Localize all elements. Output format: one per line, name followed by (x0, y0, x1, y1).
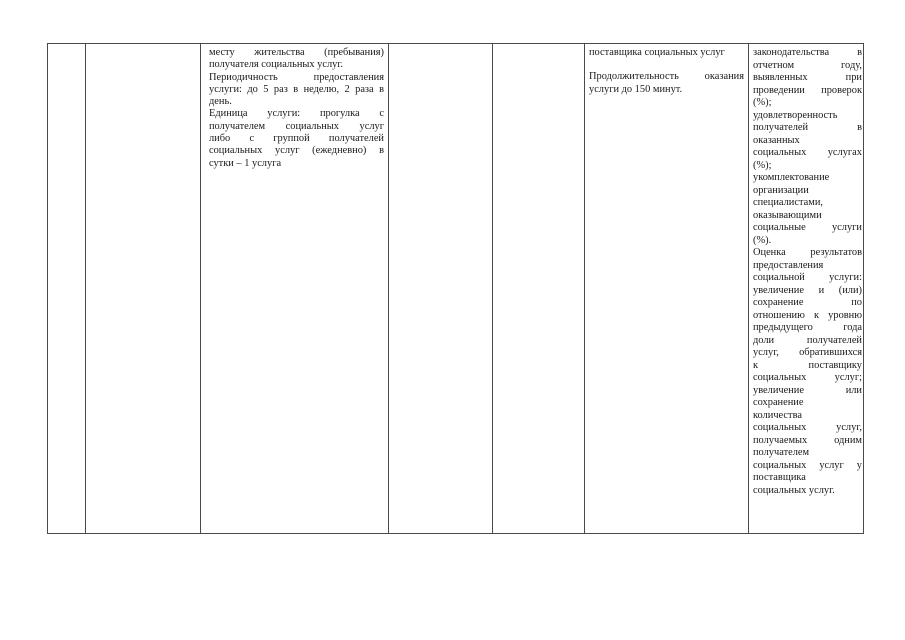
service-description-cell (209, 47, 384, 170)
text-line: социальных услуг (ежедневно) в (209, 145, 384, 157)
text-line: проведении проверок (753, 84, 862, 96)
column-divider (492, 44, 493, 533)
text-line: социальных услуг у (753, 459, 862, 471)
text-line: предоставления (753, 259, 824, 271)
text-line: услуги до 150 минут. (589, 83, 683, 95)
text-line: социальных услуг. (753, 484, 835, 496)
text-line: оказывающими (753, 209, 822, 221)
text-line: месту жительства (пребывания) (209, 47, 384, 58)
text-line: получателей в (753, 122, 862, 133)
text-line: либо с группой получателей (209, 133, 384, 145)
text-line: доли получателей (753, 334, 862, 346)
text-line: увеличение и (или) (753, 284, 862, 296)
text-line: Продолжительность оказания (589, 71, 744, 83)
text-line: (%). (753, 234, 772, 246)
column-divider (748, 44, 749, 533)
text-line: предыдущего года (753, 322, 862, 333)
text-line: Оценка результатов (753, 247, 862, 258)
text-line: (%); (753, 159, 772, 171)
text-line: (%); (753, 97, 772, 108)
text-line: количества (753, 409, 802, 421)
column-divider (388, 44, 389, 533)
text-line: услуги: до 5 раз в неделю, 2 раза в (209, 83, 384, 95)
quality-indicators-cell (753, 47, 862, 497)
text-line: Единица услуги: прогулка с (209, 108, 384, 120)
column-divider (584, 44, 585, 533)
text-line: получателем (753, 447, 810, 458)
text-line: получателем социальных услуг (209, 120, 384, 132)
text-line: поставщика (753, 472, 806, 483)
text-line: специалистами, (753, 197, 823, 208)
text-line: выявленных при (753, 72, 862, 83)
text-line: оказанных (753, 134, 800, 146)
text-line: сутки – 1 услуга (209, 157, 282, 169)
service-duration-cell (589, 47, 744, 96)
services-table (47, 43, 864, 534)
text-line: к поставщику (753, 359, 862, 371)
text-line: отчетном году, (753, 59, 862, 71)
text-line: поставщика социальных услуг (589, 47, 725, 58)
text-line: Периодичность предоставления (209, 71, 384, 83)
text-line: отношению к уровню (753, 309, 862, 321)
text-line: организации (753, 184, 809, 196)
text-line: социальных услуг, (753, 422, 862, 433)
text-line: сохранение (753, 397, 804, 408)
text-line: социальных услуг; (753, 372, 862, 383)
text-line: социальные услуги (753, 222, 862, 233)
column-divider (85, 44, 86, 533)
text-line: социальной услуги: (753, 272, 862, 283)
text-line: увеличение или (753, 384, 862, 396)
text-line: сохранение по (753, 297, 862, 308)
text-line: социальных услугах (753, 147, 862, 158)
text-line: укомплектование (753, 172, 830, 183)
text-line: удовлетворенность (753, 109, 838, 121)
text-line: услуг, обратившихся (753, 347, 862, 358)
text-line: получаемых одним (753, 434, 862, 446)
text-line: законодательства в (753, 47, 862, 58)
column-divider (200, 44, 201, 533)
text-line: получателя социальных услуг. (209, 59, 344, 71)
text-line: день. (209, 96, 232, 108)
